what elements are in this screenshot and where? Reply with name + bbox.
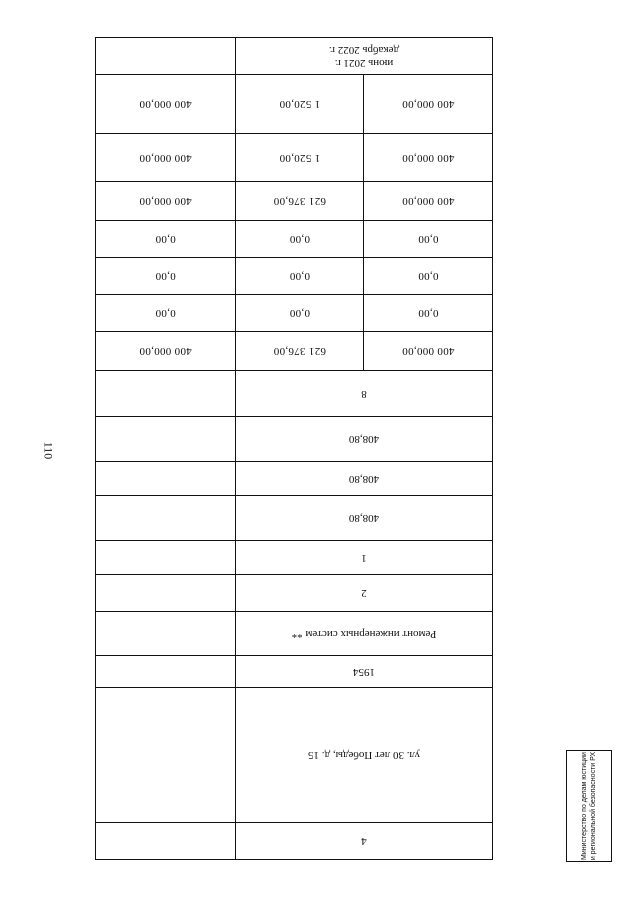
table-row bbox=[96, 575, 493, 612]
empty-cell bbox=[96, 462, 236, 496]
table-row bbox=[96, 656, 493, 688]
table-row bbox=[96, 75, 493, 134]
table-row bbox=[96, 295, 493, 332]
registry-table bbox=[95, 37, 493, 860]
table-row bbox=[96, 462, 493, 496]
empty-cell bbox=[96, 575, 236, 612]
table-row bbox=[96, 823, 493, 860]
table-cell: 1 520,00 bbox=[236, 134, 365, 182]
table-cell: 0,00 bbox=[236, 295, 365, 332]
table-row bbox=[96, 258, 493, 295]
table-cell: 8 bbox=[236, 371, 493, 417]
table-row bbox=[96, 371, 493, 417]
table-cell: 400 000,00 bbox=[96, 182, 236, 221]
table-cell: 0,00 bbox=[364, 221, 493, 258]
table-row bbox=[96, 38, 493, 75]
empty-cell bbox=[96, 656, 236, 688]
empty-cell bbox=[96, 612, 236, 656]
table-cell: 408,80 bbox=[236, 496, 493, 541]
table-cell: 400 000,00 bbox=[96, 134, 236, 182]
table-cell: 4 bbox=[236, 823, 493, 860]
table-cell: 0,00 bbox=[236, 258, 365, 295]
empty-cell bbox=[96, 371, 236, 417]
table-row bbox=[96, 332, 493, 371]
table-cell: 400 000,00 bbox=[96, 332, 236, 371]
table-cell: 0,00 bbox=[364, 295, 493, 332]
table-cell: Ремонт инженерных систем ** bbox=[236, 612, 493, 656]
table-cell: 1 520,00 bbox=[236, 75, 365, 134]
table-cell: 2 bbox=[236, 575, 493, 612]
table-cell: 400 000,00 bbox=[364, 182, 493, 221]
empty-cell bbox=[96, 541, 236, 575]
table-cell: 0,00 bbox=[96, 258, 236, 295]
table-cell: 400 000,00 bbox=[364, 332, 493, 371]
page-number: 110 bbox=[41, 441, 56, 460]
table-cell: 400 000,00 bbox=[364, 134, 493, 182]
ministry-stamp bbox=[566, 750, 612, 862]
table-row bbox=[96, 541, 493, 575]
table-cell: 400 000,00 bbox=[364, 75, 493, 134]
empty-cell bbox=[96, 496, 236, 541]
table-cell: 0,00 bbox=[96, 221, 236, 258]
table-cell: 408,80 bbox=[236, 462, 493, 496]
table-row bbox=[96, 688, 493, 823]
table-cell: 621 376,00 bbox=[236, 182, 365, 221]
table-cell: 0,00 bbox=[364, 258, 493, 295]
table-cell: 400 000,00 bbox=[96, 75, 236, 134]
table-row bbox=[96, 134, 493, 182]
empty-cell bbox=[96, 823, 236, 860]
stamp-text: Министерство по делам юстиции и региональной безопасности РХ bbox=[581, 751, 597, 861]
empty-cell bbox=[96, 417, 236, 462]
table-cell: 0,00 bbox=[236, 221, 365, 258]
table-row bbox=[96, 221, 493, 258]
table-row bbox=[96, 182, 493, 221]
table-cell: 1954 bbox=[236, 656, 493, 688]
table-row bbox=[96, 612, 493, 656]
empty-cell bbox=[96, 688, 236, 823]
table-cell: 408,80 bbox=[236, 417, 493, 462]
table-cell: 0,00 bbox=[96, 295, 236, 332]
table-cell: июнь 2021 г. декабрь 2022 г. bbox=[236, 38, 493, 75]
table-cell: 1 bbox=[236, 541, 493, 575]
table-cell: ул. 30 лет Победы, д. 15 bbox=[236, 688, 493, 823]
table-row bbox=[96, 496, 493, 541]
table-cell: 621 376,00 bbox=[236, 332, 365, 371]
table-row bbox=[96, 417, 493, 462]
empty-cell bbox=[96, 38, 236, 75]
